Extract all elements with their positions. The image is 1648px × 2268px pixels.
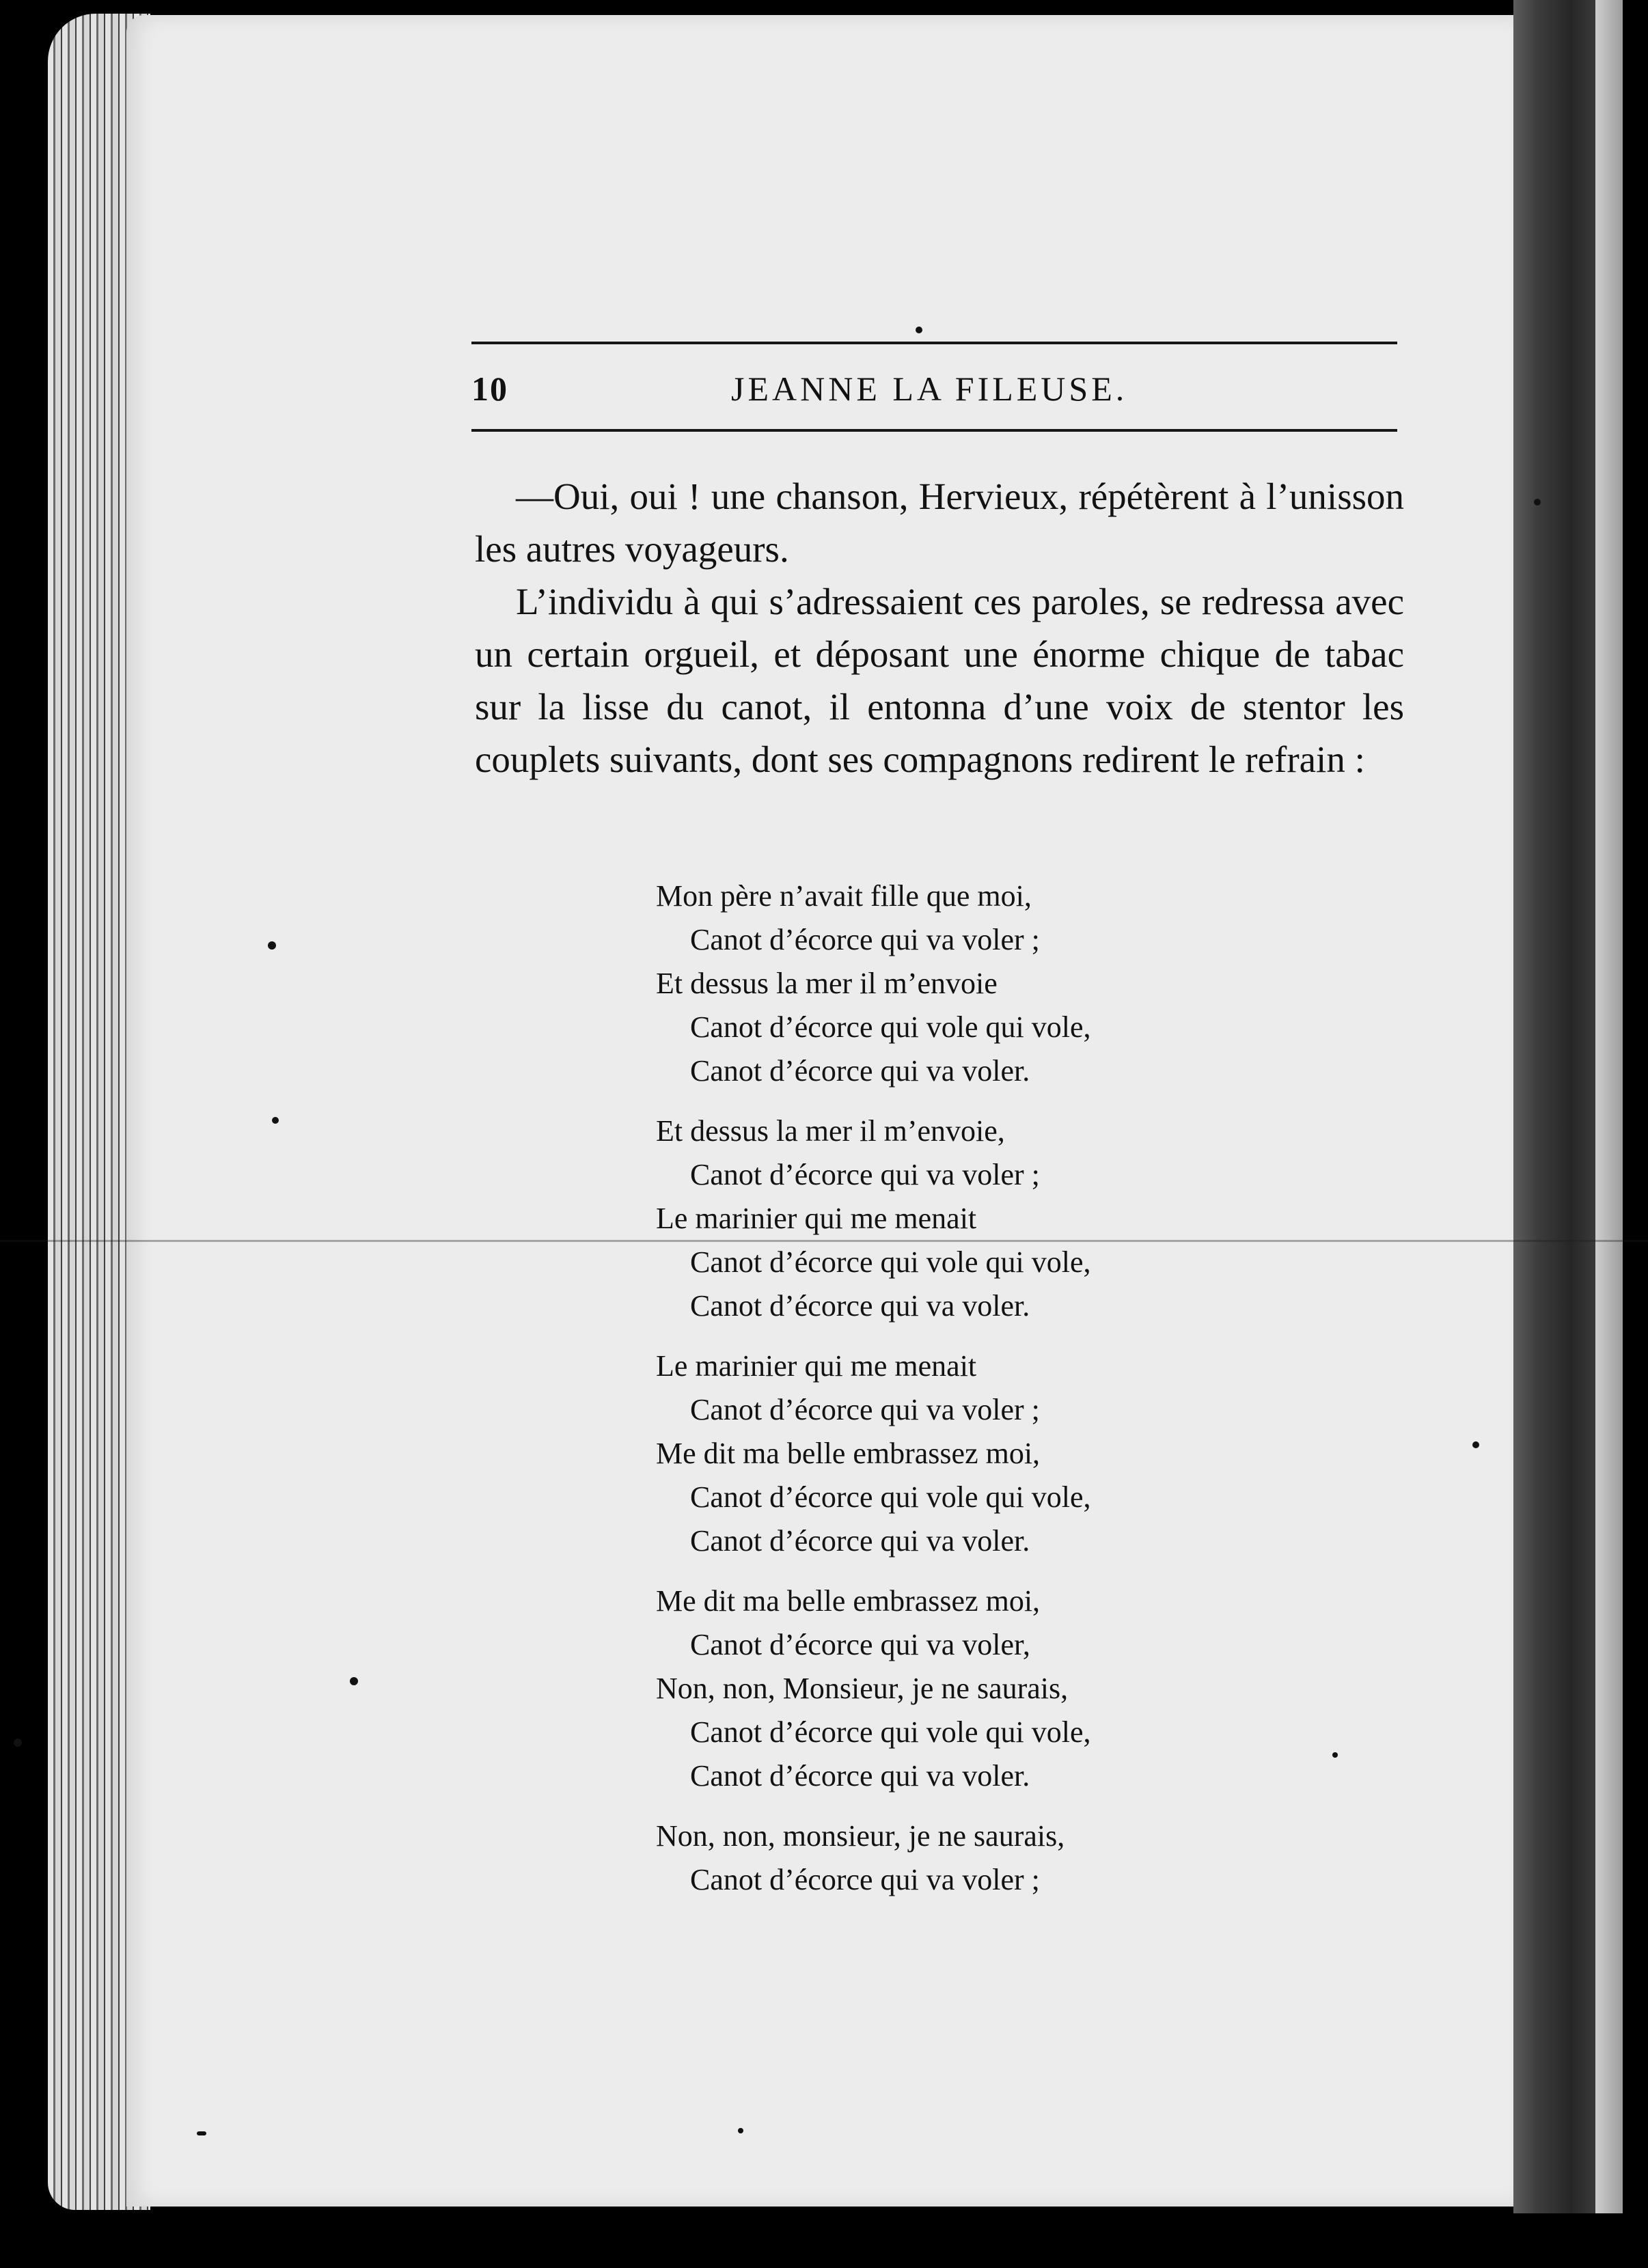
stanza <box>656 1344 1271 1563</box>
scan-speck <box>268 941 276 950</box>
verse-line: Canot d’écorce qui vole qui vole, <box>690 1715 1091 1749</box>
verse-line: Canot d’écorce qui va voler ; <box>690 1158 1040 1191</box>
scan-speck <box>916 327 922 333</box>
verse-line: Non, non, Monsieur, je ne saurais, <box>656 1672 1069 1705</box>
header-rule-bottom <box>471 429 1397 432</box>
verse-line: Canot d’écorce qui va voler ; <box>690 1863 1040 1896</box>
page-number: 10 <box>471 370 508 408</box>
verse-line: Non, non, monsieur, je ne saurais, <box>656 1819 1065 1853</box>
running-title: JEANNE LA FILEUSE. <box>731 370 1128 408</box>
verse-line: Canot d’écorce qui va voler. <box>690 1759 1030 1793</box>
scan-speck <box>1472 1441 1479 1448</box>
verse-line: Et dessus la mer il m’envoie <box>656 967 998 1000</box>
facing-page-edge <box>1595 0 1623 2213</box>
scan-speck <box>197 2131 206 2135</box>
stanza <box>656 874 1271 1093</box>
header-rule-top <box>471 342 1397 344</box>
verse-line: Canot d’écorce qui va voler ; <box>690 1393 1040 1426</box>
verse-line: Le marinier qui me menait <box>656 1349 977 1383</box>
verse-line: Mon père n’avait fille que moi, <box>656 879 1032 913</box>
verse-line: Canot d’écorce qui va voler. <box>690 1054 1030 1088</box>
stanza <box>656 1109 1271 1328</box>
stanza <box>656 1579 1271 1798</box>
verse-line: Canot d’écorce qui va voler. <box>690 1289 1030 1323</box>
verse-line: Canot d’écorce qui vole qui vole, <box>690 1245 1091 1279</box>
song-verses <box>656 874 1271 1918</box>
verse-line: Canot d’écorce qui va voler. <box>690 1524 1030 1558</box>
scan-speck <box>14 1739 22 1747</box>
scan-speck <box>1534 499 1541 506</box>
verse-line: Et dessus la mer il m’envoie, <box>656 1114 1005 1148</box>
book-gutter-shadow <box>1513 0 1595 2213</box>
verse-line: Canot d’écorce qui va voler ; <box>690 923 1040 956</box>
verse-line: Canot d’écorce qui vole qui vole, <box>690 1010 1091 1044</box>
paragraph: —Oui, oui ! une chanson, Hervieux, répétèrent à l’unisson les autres voyageurs. <box>475 475 1404 570</box>
scan-speck <box>1332 1752 1338 1758</box>
verse-line: Canot d’écorce qui va voler, <box>690 1628 1030 1661</box>
scan-speck <box>350 1677 358 1685</box>
scan-speck <box>272 1117 279 1124</box>
verse-line: Me dit ma belle embrassez moi, <box>656 1584 1041 1618</box>
verse-line: Le marinier qui me menait <box>656 1202 977 1235</box>
stanza <box>656 1814 1271 1902</box>
verse-line: Me dit ma belle embrassez moi, <box>656 1437 1041 1470</box>
prose-body <box>475 470 1404 786</box>
scan-speck <box>738 2128 743 2133</box>
verse-line: Canot d’écorce qui vole qui vole, <box>690 1480 1091 1514</box>
paragraph: L’individu à qui s’adressaient ces paroles, se redressa avec un certain orgueil, et déposant une énorme chique de tabac sur la lisse du canot, il entonna d’une voix de stentor les couplets suivants, dont ses compagnons redirent le refrain : <box>475 581 1404 780</box>
